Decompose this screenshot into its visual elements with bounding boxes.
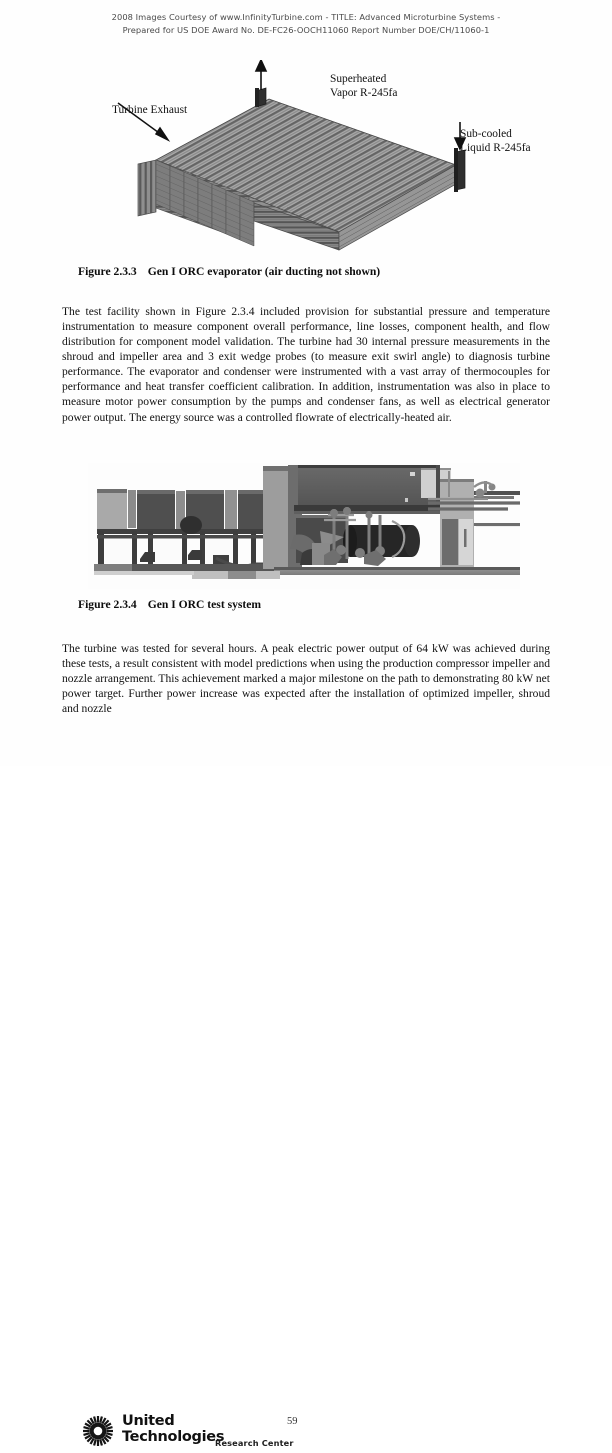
label-superheated-line-1: Superheated (330, 73, 387, 85)
figure-2-3-4-number: Figure 2.3.4 (78, 598, 137, 611)
figure-2-3-3-title: Gen I ORC evaporator (air ducting not shown) (147, 265, 381, 278)
label-superheated-vapor (330, 73, 397, 100)
body-paragraph-1: The test facility shown in Figure 2.3.4 included provision for substantial pressure and temperature instrumentation to measure component overall performance, line losses, component health, and flow distribution for component model validation. The turbine had 30 internal pressure measurements in the shroud and impeller area and 3 exit wedge probes (to measure exit swirl angle) to diagnosis turbine performance. The evaporator and condenser were instrumented with a vast array of thermocouples for performance and heat transfer coefficient calibration. In addition, instrumentation was also in place to measure motor power consumption by the pumps and condenser fans, as well as electrical generator power output. The energy source was a controlled flowrate of electrically-heated air. (62, 305, 550, 424)
figure-2-3-4-title: Gen I ORC test system (147, 598, 262, 611)
scan-header-line-2: Prepared for US DOE Award No. DE-FC26-OOCH11060 Report Number DOE/CH/11060-1 (122, 24, 490, 35)
scan-header (0, 11, 612, 36)
evaporator-figure-illustration (96, 60, 526, 255)
page-number: 59 (287, 1416, 298, 1427)
scan-header-line-1: 2008 Images Courtesy of www.InfinityTurbine.com - TITLE: Advanced Microturbine Systems - (111, 12, 501, 22)
figure-2-3-4-caption (78, 598, 261, 611)
page-footer (0, 705, 612, 1448)
figure-2-3-3-caption (78, 265, 380, 278)
utc-wordmark-line-2: Technologies (122, 1428, 225, 1445)
utc-starburst-logo-icon (80, 1414, 118, 1448)
body-paragraph-2: The turbine was tested for several hours. A peak electric power output of 64 kW was achieved during these tests, a result consistent with model predictions when using the production compressor impeller and nozzle arrangement. This achievement marked a major milestone on the path to demonstrating 80 kW net power target. Further power increase was expected after the installation of optimized impeller, shroud and nozzle (62, 642, 550, 716)
label-subcooled-line-2: Liquid R-245fa (460, 141, 531, 154)
utc-wordmark-line-1: United (122, 1413, 175, 1429)
label-subcooled-line-1: Sub-cooled (460, 128, 512, 140)
research-center-label: Research Center (215, 1438, 294, 1448)
label-subcooled-liquid (460, 128, 531, 155)
orc-test-system-photograph (88, 463, 520, 589)
figure-2-3-3-number: Figure 2.3.3 (78, 265, 137, 278)
label-turbine-exhaust: Turbine Exhaust (112, 104, 188, 116)
label-superheated-line-2: Vapor R-245fa (330, 86, 398, 99)
utc-wordmark (122, 1414, 224, 1446)
